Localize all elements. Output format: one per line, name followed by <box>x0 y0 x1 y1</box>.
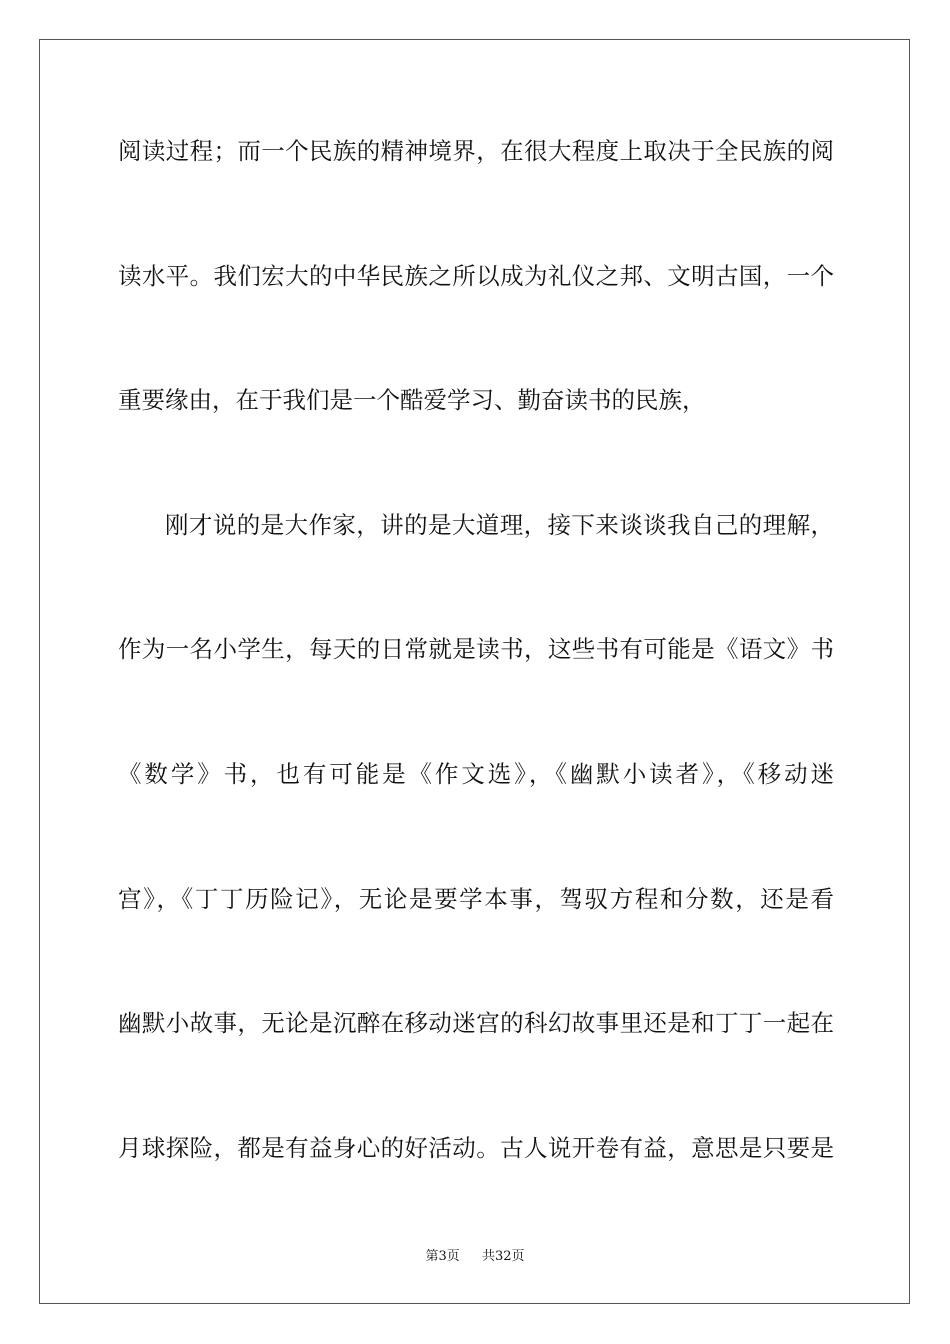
body-text-line: 作为一名小学生，每天的日常就是读书，这些书有可能是《语文》书 <box>118 635 834 663</box>
body-text-line: 《数学》书，也有可能是《作文选》，《幽默小读者》，《移动迷 <box>118 760 834 788</box>
body-text-line: 月球探险，都是有益身心的好活动。古人说开卷有益，意思是只要是 <box>118 1134 834 1162</box>
page-border <box>39 39 910 1304</box>
body-text-line: 重要缘由，在于我们是一个酷爱学习、勤奋读书的民族， <box>118 386 706 414</box>
body-text-line: 幽默小故事，无论是沉醉在移动迷宫的科幻故事里还是和丁丁一起在 <box>118 1009 834 1037</box>
body-text-line: 读水平。我们宏大的中华民族之所以成为礼仪之邦、文明古国，一个 <box>118 262 834 290</box>
body-text-line: 刚才说的是大作家，讲的是大道理，接下来谈谈我自己的理解， <box>165 511 834 539</box>
body-text-line: 宫》，《丁丁历险记》，无论是要学本事，驾驭方程和分数，还是看 <box>118 885 834 913</box>
page-number: 第3页 <box>425 1249 460 1264</box>
page-footer <box>0 1248 950 1266</box>
body-text-line: 阅读过程；而一个民族的精神境界，在很大程度上取决于全民族的阅 <box>118 137 834 165</box>
total-pages: 共32页 <box>482 1249 525 1264</box>
